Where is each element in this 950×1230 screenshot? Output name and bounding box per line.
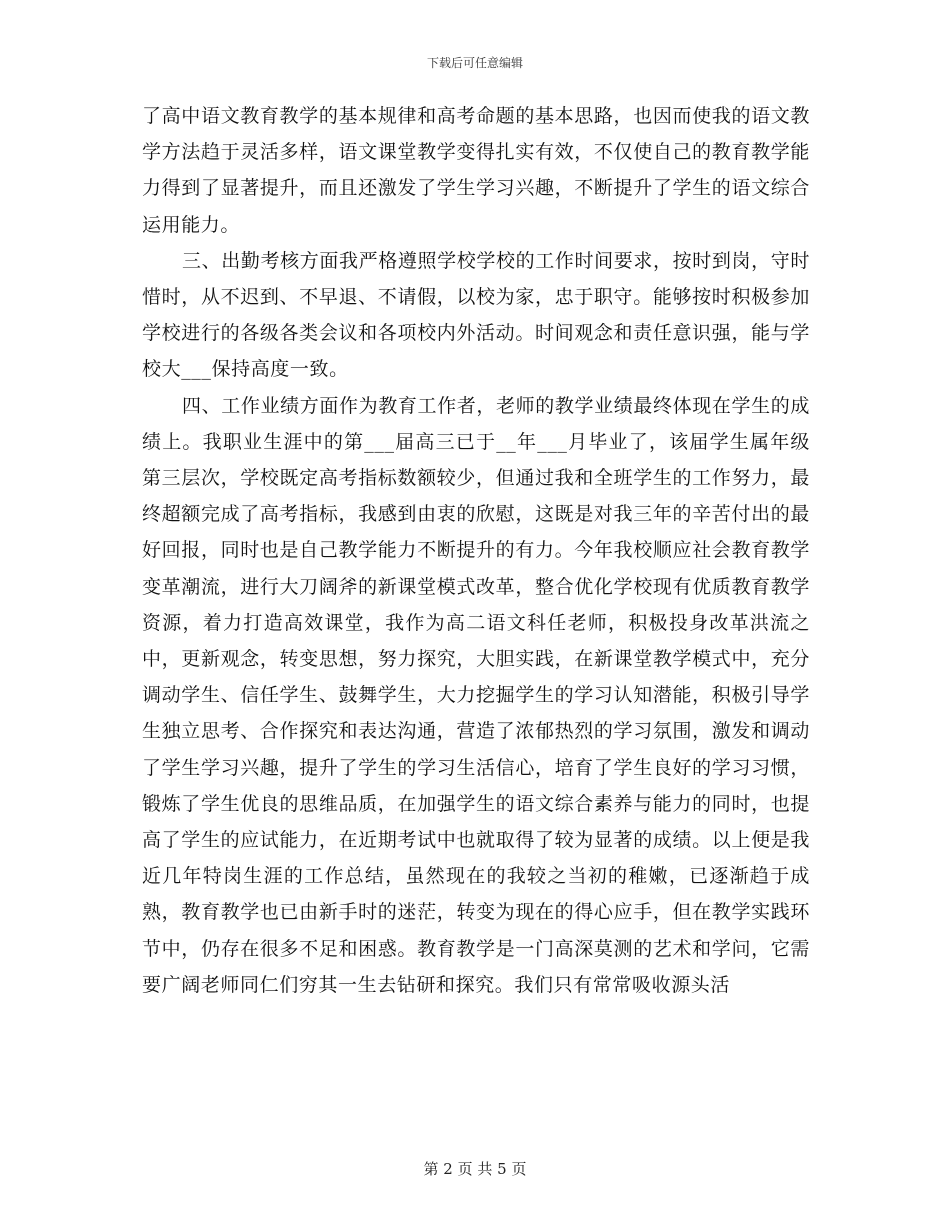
page-header: 下载后可任意编辑 <box>426 56 523 70</box>
paragraph-continued: 了高中语文教育教学的基本规律和高考命题的基本思路，也因而使我的语文教学方法趋于灵活多样，语文课堂教学变得扎实有效，不仅使自己的教育教学能力得到了显著提升，而且还激发了学生学习兴趣，不断提升了学生的语文综合运用能力。 <box>142 105 810 236</box>
paragraph-attendance: 三、出勤考核方面我严格遵照学校学校的工作时间要求，按时到岗，守时惜时，从不迟到、不早退、不请假，以校为家，忠于职守。能够按时积极参加学校进行的各级各类会议和各项校内外活动。时间观念和责任意识强，能与学校大___保持高度一致。 <box>142 249 810 381</box>
document-body <box>142 98 810 1003</box>
page-footer: 第 2 页 共 5 页 <box>423 1160 527 1178</box>
paragraph-performance: 四、工作业绩方面作为教育工作者，老师的教学业绩最终体现在学生的成绩上。我职业生涯中的第___届高三已于__年___月毕业了，该届学生属年级第三层次，学校既定高考指标数额较少，但通过我和全班学生的工作努力，最终超额完成了高考指标，我感到由衷的欣慰，这既是对我三年的辛苦付出的最好回报，同时也是自己教学能力不断提升的有力。今年我校顺应社会教育教学变革潮流，进行大刀阔斧的新课堂模式改革，整合优化学校现有优质教育教学资源，着力打造高效课堂，我作为高二语文科任老师，积极投身改革洪流之中，更新观念，转变思想，努力探究，大胆实践，在新课堂教学模式中，充分调动学生、信任学生、鼓舞学生，大力挖掘学生的学习认知潜能，积极引导学生独立思考、合作探究和表达沟通，营造了浓郁热烈的学习氛围，激发和调动了学生学习兴趣，提升了学生的学习生活信心，培育了学生良好的学习习惯，锻炼了学生优良的思维品质，在加强学生的语文综合素养与能力的同时，也提高了学生的应试能力，在近期考试中也就取得了较为显著的成绩。以上便是我近几年特岗生涯的工作总结，虽然现在的我较之当初的稚嫩，已逐渐趋于成熟，教育教学也已由新手时的迷茫，转变为现在的得心应手，但在教学实践环节中，仍存在很多不足和困惑。教育教学是一门高深莫测的艺术和学问，它需要广阔老师同仁们穷其一生去钻研和探究。我们只有常常吸收源头活 <box>142 394 810 996</box>
